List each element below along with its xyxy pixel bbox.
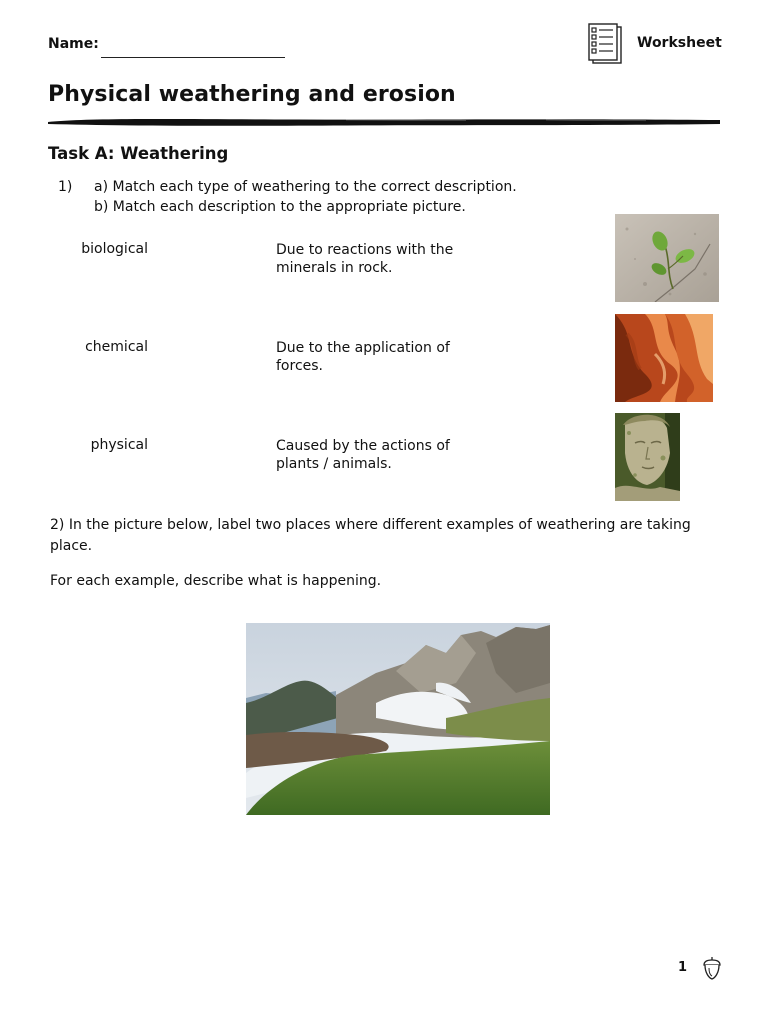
worksheet-badge-label: Worksheet — [637, 35, 722, 51]
red-sandstone-canyon-photo — [615, 314, 713, 402]
weathered-statue-photo — [615, 413, 680, 501]
name-field-line[interactable] — [101, 57, 285, 58]
seedling-in-rock-photo — [615, 214, 719, 302]
page-number: 1 — [678, 960, 688, 975]
name-label: Name: — [48, 36, 99, 52]
question-1a-text: a) Match each type of weathering to the correct description. — [94, 179, 517, 195]
page-title: Physical weathering and erosion — [48, 82, 456, 107]
type-biological: biological — [81, 241, 148, 257]
question-1b-text: b) Match each description to the appropriate picture. — [94, 199, 466, 215]
question-2-text: 2) In the picture below, label two places where different examples of weathering are taking place. — [50, 517, 691, 554]
question-1-number: 1) — [58, 179, 73, 195]
question-2-instruction: For each example, describe what is happening. — [50, 573, 382, 589]
acorn-icon — [700, 955, 724, 981]
snowy-mountain-landscape-photo — [246, 623, 550, 815]
description-chemical: Due to reactions with the minerals in rock. — [276, 242, 454, 276]
description-physical: Due to the application of forces. — [276, 340, 450, 374]
task-a-heading: Task A: Weathering — [48, 144, 229, 163]
type-physical: physical — [90, 437, 148, 453]
description-biological: Caused by the actions of plants / animals. — [276, 438, 450, 472]
type-chemical: chemical — [85, 339, 148, 355]
title-underline-brush — [46, 117, 722, 127]
worksheet-checklist-icon — [586, 23, 628, 67]
